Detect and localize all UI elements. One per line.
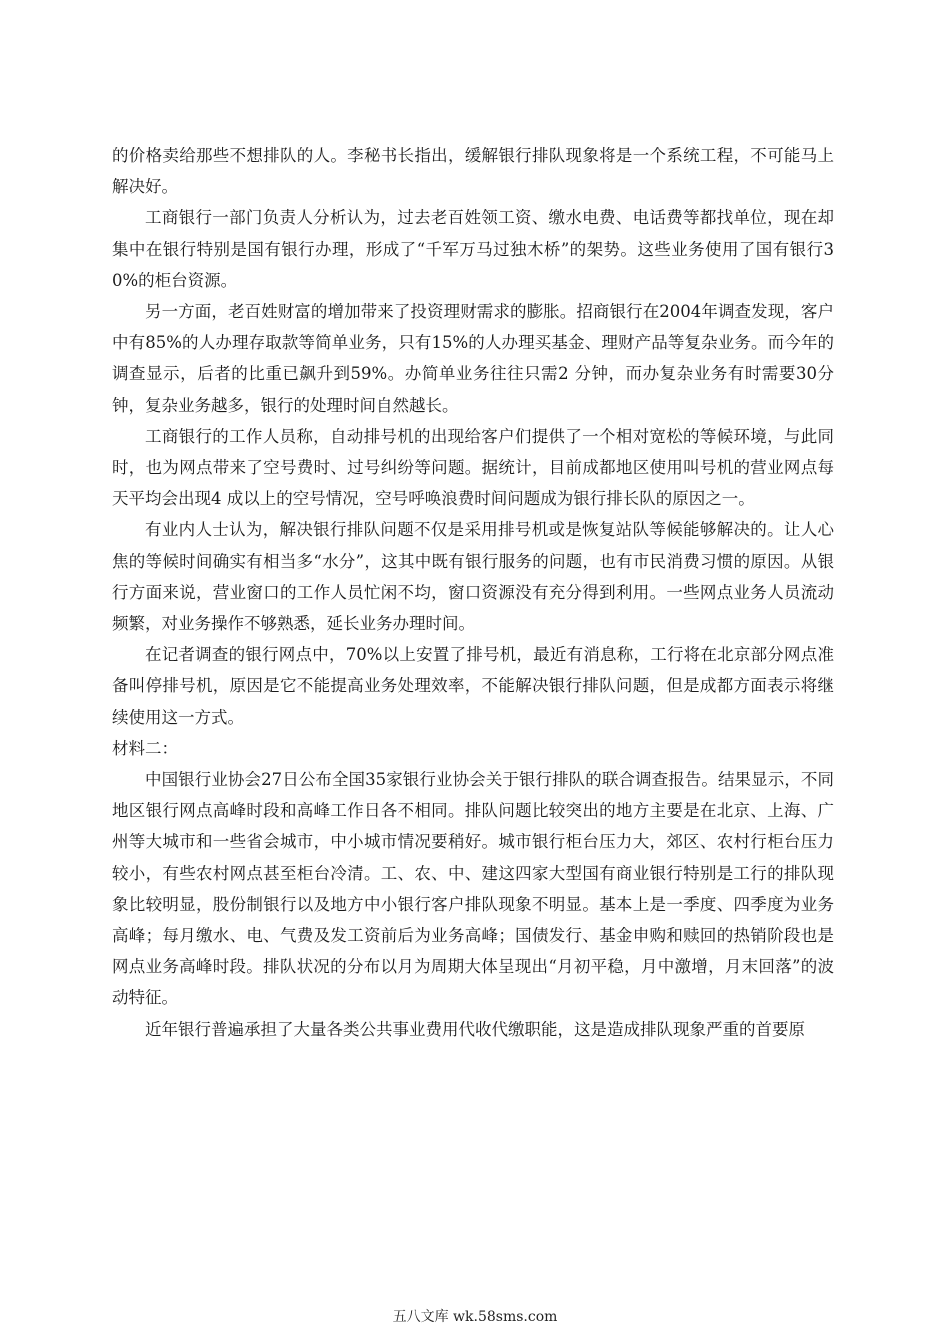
paragraph-5: 有业内人士认为，解决银行排队问题不仅是采用排号机或是恢复站队等候能够解决的。让人心焦的等候时间确实有相当多“水分”，这其中既有银行服务的问题，也有市民消费习惯的原因。从银行方面来说，营业窗口的工作人员忙闲不均，窗口资源没有充分得到利用。一些网点业务人员流动频繁，对业务操作不够熟悉，延长业务办理时间。: [112, 520, 834, 634]
paragraph-6: 在记者调查的银行网点中，70%以上安置了排号机，最近有消息称，工行将在北京部分网点准备叫停排号机，原因是它不能提高业务处理效率，不能解决银行排队问题，但是成都方面表示将继续使用这一方式。: [112, 645, 834, 727]
section-heading: 材料二：: [112, 738, 178, 758]
paragraph-1: 的价格卖给那些不想排队的人。李秘书长指出，缓解银行排队现象将是一个系统工程，不可能马上解决好。: [112, 146, 834, 197]
page-footer: 五八文库 wk.58sms.com: [392, 1309, 558, 1325]
document-body: [112, 140, 834, 1045]
paragraph-2: 工商银行一部门负责人分析认为，过去老百姓领工资、缴水电费、电话费等都找单位，现在却集中在银行特别是国有银行办理，形成了“千军万马过独木桥”的架势。这些业务使用了国有银行30%的柜台资源。: [112, 208, 834, 290]
paragraph-4: 工商银行的工作人员称，自动排号机的出现给客户们提供了一个相对宽松的等候环境，与此同时，也为网点带来了空号费时、过号纠纷等问题。据统计，目前成都地区使用叫号机的营业网点每天平均会出现4 成以上的空号情况，空号呼唤浪费时间问题成为银行排长队的原因之一。: [112, 426, 834, 509]
paragraph-8: 近年银行普遍承担了大量各类公共事业费用代收代缴职能，这是造成排队现象严重的首要原: [145, 1019, 805, 1039]
paragraph-7: 中国银行业协会27日公布全国35家银行业协会关于银行排队的联合调查报告。结果显示，不同地区银行网点高峰时段和高峰工作日各不相同。排队问题比较突出的地方主要是在北京、上海、广州等大城市和一些省会城市，中小城市情况要稍好。城市银行柜台压力大，郊区、农村行柜台压力较小，有些农村网点甚至柜台冷清。工、农、中、建这四家大型国有商业银行特别是工行的排队现象比较明显，股份制银行以及地方中小银行客户排队现象不明显。基本上是一季度、四季度为业务高峰；每月缴水、电、气费及发工资前后为业务高峰；国债发行、基金申购和赎回的热销阶段也是网点业务高峰时段。排队状况的分布以月为周期大体呈现出“月初平稳，月中激增，月末回落”的波动特征。: [112, 770, 834, 1008]
paragraph-3: 另一方面，老百姓财富的增加带来了投资理财需求的膨胀。招商银行在2004年调查发现，客户中有85%的人办理存取款等简单业务，只有15%的人办理买基金、理财产品等复杂业务。而今年的调查显示，后者的比重已飙升到59%。办简单业务往往只需2 分钟，而办复杂业务有时需要30分钟，复杂业务越多，银行的处理时间自然越长。: [112, 302, 834, 415]
